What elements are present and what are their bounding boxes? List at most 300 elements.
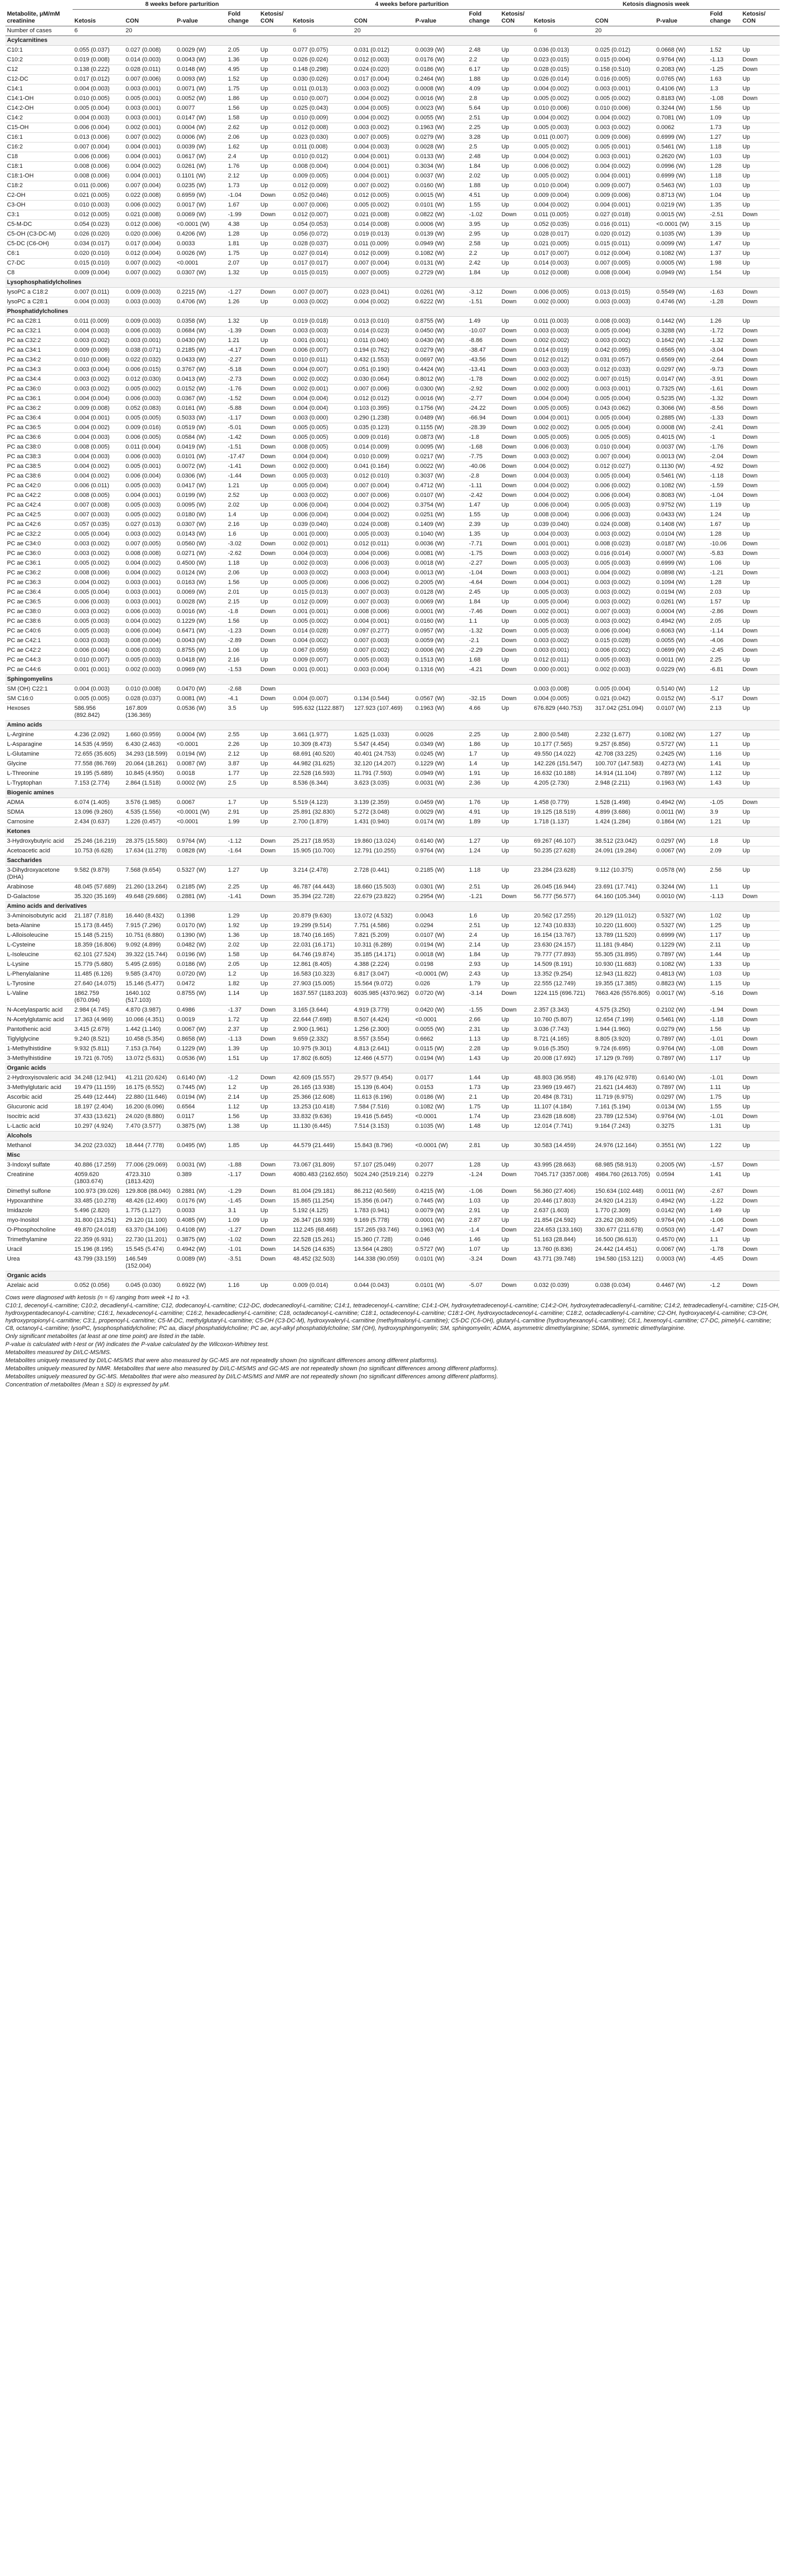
cell: 0.0578 (W) [655, 866, 709, 883]
cell: 0.0143 (W) [175, 530, 226, 539]
table-row [5, 694, 780, 704]
cell: 0.003 (0.001) [124, 113, 175, 123]
cell: 11.130 (6.445) [291, 1122, 353, 1132]
cell [226, 26, 259, 36]
cell: 0.011 (0.009) [353, 239, 414, 249]
cell: 0.0039 (W) [413, 46, 467, 55]
cell: 0.4942 (W) [655, 1197, 709, 1206]
cell: 0.0194 (W) [175, 750, 226, 759]
cell: 4.575 (3.250) [594, 1006, 655, 1015]
cell: 0.002 (0.003) [291, 559, 353, 568]
cell: Up [259, 989, 291, 1006]
cell: 0.003 (0.002) [291, 491, 353, 501]
cell: 10.309 (8.473) [291, 740, 353, 750]
cell: 676.829 (440.753) [532, 704, 594, 721]
metabolite-name: Uracil [5, 1245, 73, 1255]
cell: Down [259, 1073, 291, 1083]
cell: Up [259, 817, 291, 827]
cell: 0.005 (0.004) [594, 414, 655, 423]
cell: 10.845 (4.950) [124, 769, 175, 779]
cell: 1.03 [467, 1197, 499, 1206]
cell: 0.5727 (W) [655, 740, 709, 750]
cell: 0.005 (0.003) [594, 656, 655, 665]
cell: 0.0163 (W) [175, 578, 226, 588]
footnote: Cows were diagnosed with ketosis (n = 6) ranging from week +1 to +3. [5, 1294, 190, 1301]
cell: Up [500, 520, 532, 530]
cell: 0.005 (0.005) [291, 433, 353, 443]
cell: 2.5 [226, 779, 259, 788]
cell: 0.0822 (W) [413, 210, 467, 220]
cell: 44.982 (31.625) [291, 759, 353, 769]
cell: 1.73 [467, 1083, 499, 1093]
cell: 0.006 (0.004) [73, 123, 124, 133]
table-row [5, 249, 780, 259]
cell: 39.322 (15.744) [124, 950, 175, 960]
cell: 0.005 (0.005) [594, 433, 655, 443]
metabolite-header: Metabolite, μM/mM creatinine [5, 0, 73, 26]
cell: Down [741, 491, 780, 501]
cell: 0.8823 (W) [655, 979, 709, 989]
cell: 17.802 (6.605) [291, 1054, 353, 1064]
cell: 29.577 (9.454) [353, 1073, 414, 1083]
cell: 6.430 (2.463) [124, 740, 175, 750]
cell: Down [741, 1044, 780, 1054]
cell: Up [500, 808, 532, 817]
cell: 1.660 (0.959) [124, 730, 175, 740]
cell: 4.205 (2.730) [532, 779, 594, 788]
cell: 0.014 (0.028) [291, 627, 353, 636]
cell: 13.760 (6.836) [532, 1245, 594, 1255]
cell: -1.24 [467, 1170, 499, 1187]
cell: 2.06 [226, 133, 259, 143]
cell: 3.623 (3.035) [353, 779, 414, 788]
cell: 22.528 (16.593) [291, 769, 353, 779]
cell: -2.42 [467, 491, 499, 501]
table-row [5, 288, 780, 297]
cell: 2.42 [467, 259, 499, 268]
cell: 0.6569 (W) [655, 355, 709, 365]
cell: 0.012 (0.005) [353, 191, 414, 201]
cell: 0.007 (0.011) [73, 288, 124, 297]
cell: 56.777 (56.577) [532, 892, 594, 902]
cell: -1.44 [226, 472, 259, 481]
cell: Up [741, 656, 780, 665]
table-row [5, 336, 780, 346]
cell: 7.153 (2.774) [73, 779, 124, 788]
cell: Down [741, 433, 780, 443]
cell: Down [500, 539, 532, 549]
cell: 0.0131 (W) [413, 259, 467, 268]
cell: 2.45 [467, 588, 499, 597]
cell: 0.0052 (W) [175, 94, 226, 104]
cell: 0.8658 (W) [175, 1035, 226, 1044]
cell: -1.8 [226, 607, 259, 617]
cell: Up [259, 1054, 291, 1064]
cell: Up [259, 1025, 291, 1035]
cell: 2.434 (0.637) [73, 817, 124, 827]
cell: 5.192 (4.125) [291, 1206, 353, 1216]
cell: 0.1229 (W) [175, 617, 226, 627]
cell: -1.18 [708, 1015, 740, 1025]
cell: 0.012 (0.003) [353, 55, 414, 65]
cell: -1.13 [226, 1035, 259, 1044]
cell: 0.4215 (W) [413, 1187, 467, 1197]
cell: 0.8755 (W) [175, 989, 226, 1006]
cell: 0.6959 (W) [175, 191, 226, 201]
cell: 0.004 (0.002) [532, 84, 594, 94]
cell: 1.73 [226, 181, 259, 191]
cell: Down [500, 375, 532, 385]
cell: 0.005 (0.003) [124, 656, 175, 665]
cell: 0.0949 (W) [413, 769, 467, 779]
cell: 41.211 (20.624) [124, 1073, 175, 1083]
cell: 23.969 (19.467) [532, 1083, 594, 1093]
cell: 13.789 (11.520) [594, 931, 655, 941]
cell: 33.832 (9.636) [291, 1112, 353, 1122]
cell: -3.51 [226, 1255, 259, 1271]
cell: -4.1 [226, 694, 259, 704]
cell: 25.366 (12.608) [291, 1093, 353, 1102]
cell: 0.005 (0.004) [532, 597, 594, 607]
cell: 100.973 (39.026) [73, 1187, 124, 1197]
cell: Up [500, 588, 532, 597]
cell: 1.458 (0.779) [532, 798, 594, 808]
cell: Down [741, 210, 780, 220]
cell: 10.177 (7.565) [532, 740, 594, 750]
cell: 0.0018 (W) [413, 950, 467, 960]
cell: 2.56 [708, 866, 740, 883]
cell: 0.004 (0.001) [73, 414, 124, 423]
cell: 0.0001 (W) [413, 607, 467, 617]
cell: 0.001 (0.001) [532, 539, 594, 549]
cell: 0.0358 (W) [175, 317, 226, 326]
cell: Up [259, 55, 291, 65]
table-row [5, 883, 780, 892]
cell: 0.0117 [175, 1112, 226, 1122]
cell: 0.003 (0.001) [594, 152, 655, 162]
cell: 73.067 (31.809) [291, 1161, 353, 1170]
cell: 22.031 (16.171) [291, 941, 353, 950]
cell: 0.0055 (W) [413, 113, 467, 123]
cell: 0.2005 (W) [655, 1161, 709, 1170]
cell: 18.660 (15.503) [353, 883, 414, 892]
cell: 1.13 [467, 1035, 499, 1044]
cell: 34.202 (23.032) [73, 1141, 124, 1151]
cell: 0.003 (0.002) [73, 607, 124, 617]
cell: 0.0124 (W) [175, 568, 226, 578]
table-container [5, 0, 780, 1389]
cell: Up [259, 1102, 291, 1112]
cell: 8.507 (4.424) [353, 1015, 414, 1025]
cell: 49.648 (29.686) [124, 892, 175, 902]
table-row [5, 1226, 780, 1235]
section-title: Phosphatidylcholines [5, 307, 780, 317]
cell: 0.0004 (W) [655, 607, 709, 617]
cell: 0.003 (0.001) [594, 84, 655, 94]
table-row [5, 317, 780, 326]
cell: 0.021 (0.008) [353, 210, 414, 220]
cell: 0.006 (0.003) [124, 607, 175, 617]
cell: 0.5549 (W) [655, 288, 709, 297]
section-title: Misc [5, 1151, 780, 1161]
cell: 21.854 (24.592) [532, 1216, 594, 1226]
table-row [5, 239, 780, 249]
column-header: Fold change [708, 10, 740, 26]
footnote: Metabolites uniquely measured by GC-MS. Metabolites that were also measured by DI/LC-MS/MS and NMR are not repeatedly shown (no significant differences among different platforms). [5, 1374, 498, 1380]
table-row [5, 1281, 780, 1291]
cell: 0.5461 (W) [655, 143, 709, 152]
cell: 0.0147 (W) [175, 113, 226, 123]
cell: Up [259, 520, 291, 530]
cell: 0.010 (0.007) [291, 94, 353, 104]
cell: 0.010 (0.005) [73, 94, 124, 104]
cell: 0.1035 (W) [655, 230, 709, 239]
cell: 0.002 (0.000) [532, 385, 594, 394]
table-row [5, 326, 780, 336]
cell: 0.0006 (W) [413, 646, 467, 656]
cell: 0.006 (0.006) [73, 152, 124, 162]
cell: 0.0107 (W) [413, 931, 467, 941]
cell: 0.0177 [413, 1073, 467, 1083]
cell: 2.36 [467, 779, 499, 788]
metabolite-name: L-Tryptophan [5, 779, 73, 788]
cell: 0.0062 [655, 123, 709, 133]
table-row [5, 950, 780, 960]
cell: 0.001 (0.001) [291, 607, 353, 617]
cell: Down [500, 627, 532, 636]
cell: 0.003 (0.001) [124, 336, 175, 346]
cell: 2.864 (1.518) [124, 779, 175, 788]
cell: Up [259, 162, 291, 172]
cell: 0.042 (0.095) [594, 346, 655, 355]
cell: 0.004 (0.002) [594, 113, 655, 123]
cell: Down [259, 443, 291, 452]
metabolite-name: PC ae C36:1 [5, 559, 73, 568]
cell: 2.984 (4.745) [73, 1006, 124, 1015]
cell: 0.0015 (W) [413, 191, 467, 201]
cell: 1637.557 (1183.203) [291, 989, 353, 1006]
cell: 79.777 (77.893) [532, 950, 594, 960]
cell: Down [741, 1255, 780, 1271]
metabolite-name: PC aa C32:2 [5, 336, 73, 346]
cell: 21.621 (14.463) [594, 1083, 655, 1093]
table-row [5, 912, 780, 921]
cell: Up [741, 759, 780, 769]
cell: 7.161 (5.194) [594, 1102, 655, 1112]
cell: 20.562 (17.255) [532, 912, 594, 921]
cell: 1.27 [467, 837, 499, 846]
cell: Up [259, 617, 291, 627]
cell: <0.0001 [413, 1015, 467, 1025]
cell: 0.023 (0.030) [291, 133, 353, 143]
cell: 7.915 (7.296) [124, 921, 175, 931]
metabolite-name: PC ae C36:0 [5, 549, 73, 559]
cell: Up [741, 84, 780, 94]
cell: 57.107 (25.049) [353, 1161, 414, 1170]
table-row [5, 970, 780, 979]
cell: 1.4 [467, 759, 499, 769]
cell: 0.1229 (W) [175, 1044, 226, 1054]
metabolite-name: PC aa C32:1 [5, 326, 73, 336]
metabolite-name: 3-Indoxyl sulfate [5, 1161, 73, 1170]
cell: 0.007 (0.005) [353, 268, 414, 278]
table-row [5, 1122, 780, 1132]
cell: 10.760 (5.807) [532, 1015, 594, 1025]
cell: 0.2885 (W) [655, 414, 709, 423]
cell: Up [259, 201, 291, 210]
cell: 0.009 (0.006) [594, 191, 655, 201]
cell: -2.77 [467, 394, 499, 404]
cell: -1.01 [226, 1245, 259, 1255]
cell: Up [741, 501, 780, 510]
cell: Up [500, 46, 532, 55]
cell: 2.25 [467, 730, 499, 740]
cell: 0.0081 (W) [413, 549, 467, 559]
cell: -1.02 [467, 210, 499, 220]
cell: Up [500, 1102, 532, 1112]
cell: 0.003 (0.002) [532, 636, 594, 646]
cell: 1.37 [708, 249, 740, 259]
table-row [5, 259, 780, 268]
cell: Down [741, 423, 780, 433]
cell: 1.39 [708, 230, 740, 239]
cell: 0.097 (0.277) [353, 627, 414, 636]
cell: Up [259, 769, 291, 779]
cell: -1.14 [708, 627, 740, 636]
cell: Up [259, 84, 291, 94]
cell: -1.05 [708, 798, 740, 808]
cell: Up [259, 866, 291, 883]
cell: -40.06 [467, 462, 499, 472]
cell: 0.006 (0.002) [124, 201, 175, 210]
cell: Up [500, 133, 532, 143]
cell: Up [500, 123, 532, 133]
cell: 1.39 [226, 1044, 259, 1054]
cell: 0.004 (0.002) [73, 423, 124, 433]
cell: -1.08 [708, 1044, 740, 1054]
cell: 4.38 [226, 220, 259, 230]
cell: 0.2464 (W) [413, 75, 467, 84]
cell: -2.45 [708, 646, 740, 656]
cell: -1.78 [467, 375, 499, 385]
section-header-row [5, 278, 780, 288]
cell: 0.004 (0.003) [532, 530, 594, 539]
column-header: Ketosis [73, 10, 124, 26]
cell: Up [500, 941, 532, 950]
table-row [5, 1197, 780, 1206]
cell: 16.154 (13.767) [532, 931, 594, 941]
cell: 1.85 [226, 1141, 259, 1151]
cell: 0.8755 (W) [175, 646, 226, 656]
cell: 0.7081 (W) [655, 113, 709, 123]
cell: Down [259, 355, 291, 365]
cell: 9.257 (6.856) [594, 740, 655, 750]
cell: Up [500, 172, 532, 181]
cell: 1.74 [467, 1112, 499, 1122]
cell: 1.44 [708, 950, 740, 960]
cell: Up [259, 239, 291, 249]
metabolite-name: Glycine [5, 759, 73, 769]
table-row [5, 181, 780, 191]
table-row [5, 617, 780, 627]
cell: 0.0071 (W) [175, 84, 226, 94]
cell: 0.009 (0.005) [291, 172, 353, 181]
cell: 1.28 [226, 230, 259, 239]
cell: Up [259, 970, 291, 979]
cell: 1.03 [708, 970, 740, 979]
cell: Up [259, 75, 291, 84]
cell: 0.003 (0.001) [594, 385, 655, 394]
cell: 0.006 (0.004) [73, 646, 124, 656]
cell: -3.02 [226, 539, 259, 549]
cell: Up [741, 75, 780, 84]
cell: 0.1229 (W) [413, 759, 467, 769]
cell: 0.008 (0.006) [73, 172, 124, 181]
cell: 1.775 (1.127) [124, 1206, 175, 1216]
cell: 10.311 (6.289) [353, 941, 414, 950]
cell: Down [741, 94, 780, 104]
cell: -3.04 [708, 346, 740, 355]
cell: 0.4942 (W) [655, 798, 709, 808]
cell: Up [259, 220, 291, 230]
cell: Down [259, 288, 291, 297]
cell: 0.002 (0.002) [532, 336, 594, 346]
cell: Down [259, 846, 291, 856]
cell: 0.0093 (W) [175, 75, 226, 84]
cell: 0.0187 (W) [655, 539, 709, 549]
cell: 30.583 (14.459) [532, 1141, 594, 1151]
cell: 2.05 [708, 617, 740, 627]
cell: 0.4500 (W) [175, 559, 226, 568]
metabolite-name: L-Phenylalanine [5, 970, 73, 979]
cell: 2.25 [467, 123, 499, 133]
cell: 1.27 [226, 866, 259, 883]
table-row [5, 297, 780, 307]
cell: Up [500, 597, 532, 607]
cell: 1.56 [226, 104, 259, 113]
cell: Up [259, 530, 291, 539]
table-row [5, 866, 780, 883]
cell: 0.003 (0.001) [532, 568, 594, 578]
cell: Up [259, 113, 291, 123]
cell: 1.24 [467, 846, 499, 856]
metabolite-name: L-Asparagine [5, 740, 73, 750]
cell: 0.003 (0.008) [532, 685, 594, 694]
cell: 0.2954 (W) [413, 892, 467, 902]
cell: Up [500, 230, 532, 239]
cell: Down [500, 404, 532, 414]
cell: 0.002 (0.002) [291, 375, 353, 385]
cell: <0.0001 [175, 259, 226, 268]
cell: 0.0235 (W) [175, 181, 226, 191]
table-row [5, 1187, 780, 1197]
cell: 9.092 (4.899) [124, 941, 175, 950]
cell: 0.0036 (W) [413, 539, 467, 549]
cell: 0.4273 (W) [655, 759, 709, 769]
cell: 7663.426 (5576.805) [594, 989, 655, 1006]
cell: 25.891 (32.830) [291, 808, 353, 817]
cell: Down [500, 326, 532, 336]
cell: 0.0077 [175, 104, 226, 113]
cell: 0.009 (0.006) [594, 133, 655, 143]
cell: 0.0010 (W) [655, 892, 709, 902]
cell: 0.6999 (W) [655, 133, 709, 143]
cell: 0.6999 (W) [655, 172, 709, 181]
cell: Down [259, 385, 291, 394]
cell: 0.009 (0.003) [124, 317, 175, 326]
cell: 0.008 (0.006) [353, 607, 414, 617]
cell: -32.15 [467, 694, 499, 704]
